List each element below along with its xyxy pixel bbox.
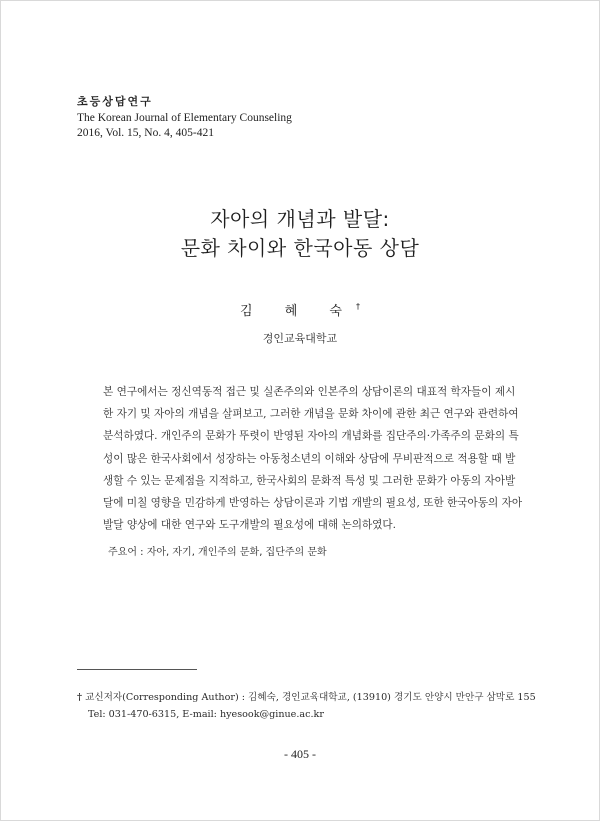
abstract-line: 생할 수 있는 문제점을 지적하고, 한국사회의 문화적 특성 및 그러한 문화가 아동의 자아발 bbox=[103, 474, 516, 487]
journal-name-english: The Korean Journal of Elementary Counseling bbox=[77, 112, 292, 124]
abstract-line: 발달 양상에 대한 연구와 도구개발의 필요성에 대해 논의하였다. bbox=[103, 519, 397, 532]
title-line-1: 자아의 개념과 발달: bbox=[210, 207, 390, 231]
footnote bbox=[77, 689, 537, 723]
keywords: 주요어 : 자아, 자기, 개인주의 문화, 집단주의 문화 bbox=[108, 547, 327, 558]
affiliation: 경인교육대학교 bbox=[262, 332, 338, 345]
footnote-line-1 bbox=[77, 689, 537, 706]
abstract-line: 성이 많은 한국사회에서 성장하는 아동청소년의 이해와 상담에 무비판적으로 적용할 때 발 bbox=[103, 452, 516, 465]
footnote-contact: Tel: 031-470-6315, E-mail: hyesook@ginue.ac.kr bbox=[88, 709, 324, 720]
author bbox=[0, 300, 600, 319]
abstract-line: 분석하였다. 개인주의 문화가 뚜렷이 반영된 자아의 개념화를 집단주의·가족주의 문화의 특 bbox=[103, 430, 519, 443]
abstract-line: 달에 미칠 영향을 민감하게 반영하는 상담이론과 기법 개발의 필요성, 또한 한국아동의 자아 bbox=[103, 497, 523, 510]
journal-name-korean: 초등상담연구 bbox=[77, 95, 153, 108]
footnote-corresponding-author: 교신저자(Corresponding Author) : 김혜숙, 경인교육대학교, (13910) 경기도 안양시 만안구 삼막로 155 bbox=[85, 692, 536, 703]
footnote-divider bbox=[77, 669, 197, 670]
abstract-line: 본 연구에서는 정신역동적 접근 및 실존주의와 인본주의 상담이론의 대표적 학자들이 제시 bbox=[103, 386, 516, 398]
abstract bbox=[103, 381, 523, 536]
abstract-line: 한 자기 및 자아의 개념을 살펴보고, 그러한 개념을 문화 차이에 관한 최근 연구와 관련하여 bbox=[103, 408, 519, 421]
title-line-2: 문화 차이와 한국아동 상담 bbox=[180, 236, 420, 260]
page-number: - 405 - bbox=[284, 747, 316, 761]
journal-header bbox=[77, 94, 292, 141]
paper-title bbox=[0, 205, 600, 263]
corresponding-author-mark: † bbox=[355, 301, 360, 311]
journal-volume-info: 2016, Vol. 15, No. 4, 405-421 bbox=[77, 127, 214, 139]
author-name: 김 혜 숙 bbox=[240, 304, 356, 319]
footnote-mark: † bbox=[77, 692, 83, 703]
